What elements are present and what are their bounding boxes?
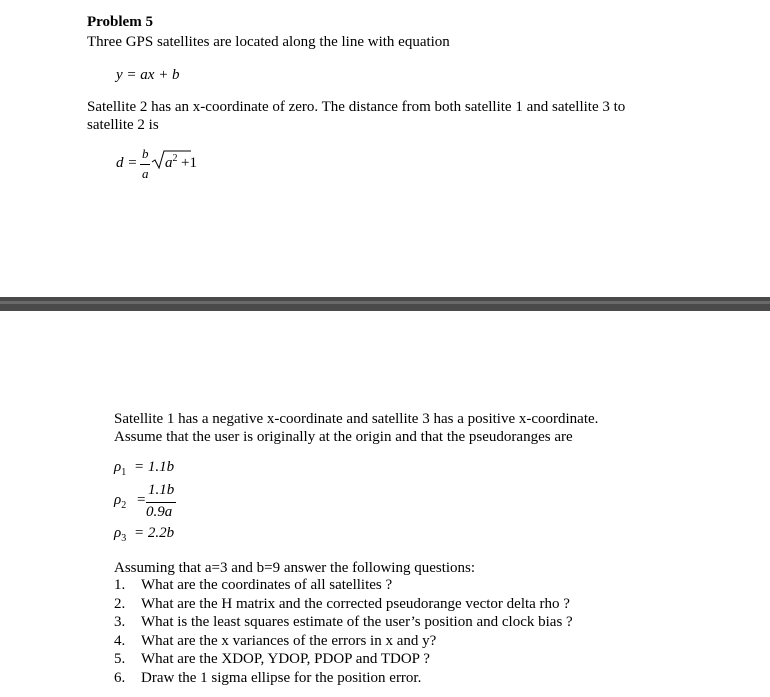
list-item <box>114 669 573 688</box>
question-text: What are the XDOP, YDOP, PDOP and TDOP ? <box>141 651 430 667</box>
distance-denominator: a <box>142 166 149 181</box>
question-number: 3. <box>114 614 126 630</box>
rho2-fraction-bar <box>146 502 176 503</box>
question-list <box>114 576 573 687</box>
question-text: What are the H matrix and the corrected pseudorange vector delta rho ? <box>141 595 570 612</box>
rho3-subscript: 3 <box>121 533 127 544</box>
page-divider <box>0 297 770 311</box>
sqrt-plus-one: +1 <box>181 155 197 171</box>
question-text: What are the coordinates of all satellites ? <box>141 577 393 593</box>
line-equation: y = ax + b <box>116 67 180 83</box>
rho1-value: = 1.1b <box>133 459 175 475</box>
question-number: 6. <box>114 669 126 686</box>
assumption-text: Assuming that a=3 and b=9 answer the following questions: <box>114 560 476 576</box>
divider-highlight <box>0 301 770 304</box>
coordinate-text-line1: Satellite 1 has a negative x-coordinate and satellite 3 has a positive x-coordinate. <box>114 411 599 427</box>
question-number: 2. <box>114 595 126 612</box>
coordinate-text-line2: Assume that the user is originally at the origin and that the pseudoranges are <box>114 429 573 445</box>
problem-title: Problem 5 <box>87 14 153 30</box>
question-text: Draw the 1 sigma ellipse for the position error. <box>141 669 422 686</box>
pseudorange-rho3 <box>114 525 174 542</box>
distance-numerator: b <box>142 146 149 161</box>
list-item <box>114 632 573 651</box>
list-item <box>114 595 573 614</box>
distance-fraction-bar <box>140 164 150 165</box>
rho3-value: = 2.2b <box>133 525 175 541</box>
rho1-symbol: ρ <box>114 459 122 475</box>
list-item <box>114 650 573 669</box>
sqrt-radicand <box>165 155 178 172</box>
rho2-equals: = <box>137 492 146 508</box>
satellite2-text-line1: Satellite 2 has an x-coordinate of zero. The distance from both satellite 1 and satellite 3 to <box>87 99 626 115</box>
question-text: What is the least squares estimate of the user’s position and clock bias ? <box>141 614 573 630</box>
rho2-subscript: 2 <box>121 500 127 511</box>
rho1-subscript: 1 <box>121 467 127 478</box>
list-item <box>114 613 573 632</box>
rho2-denominator: 0.9a <box>146 504 173 520</box>
rho2-symbol-group <box>114 492 126 509</box>
rho2-symbol: ρ <box>114 492 122 508</box>
list-item <box>114 576 573 595</box>
distance-lhs: d = <box>116 155 138 171</box>
question-number: 5. <box>114 651 126 667</box>
rho3-symbol: ρ <box>114 525 122 541</box>
rho2-numerator: 1.1b <box>148 482 175 498</box>
sqrt-exponent: 2 <box>172 153 178 164</box>
sqrt-a: a <box>165 155 173 171</box>
satellite2-text-line2: satellite 2 is <box>87 117 159 133</box>
pseudorange-rho1 <box>114 459 174 476</box>
question-text: What are the x variances of the errors in x and y? <box>141 632 437 649</box>
question-number: 4. <box>114 632 126 649</box>
question-number: 1. <box>114 577 126 593</box>
intro-text: Three GPS satellites are located along the line with equation <box>87 34 450 50</box>
